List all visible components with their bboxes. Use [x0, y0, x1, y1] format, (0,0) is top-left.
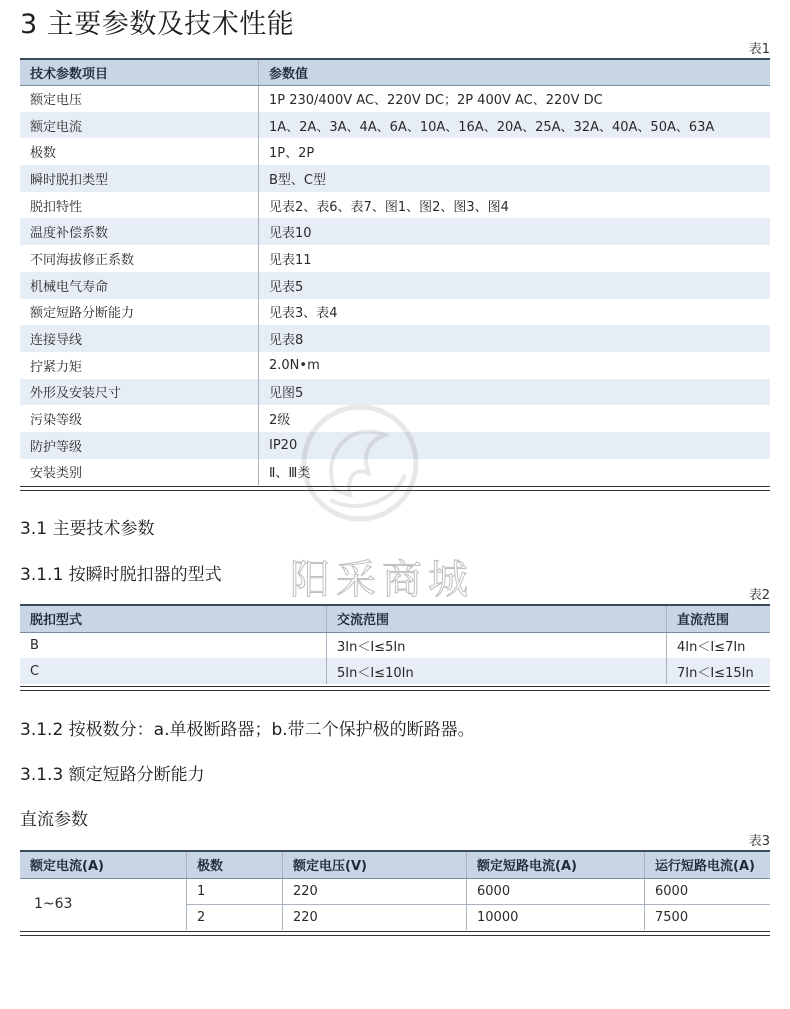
table1-number: 表1: [748, 42, 770, 57]
short-circuit-cell: 10000: [467, 904, 645, 930]
param-name-cell: 瞬时脱扣类型: [20, 165, 259, 192]
param-value-cell: 见表10: [259, 218, 771, 245]
param-name-cell: 额定短路分断能力: [30, 306, 135, 322]
rated-voltage-cell: 220: [283, 904, 467, 930]
param-name-cell: 污染等级: [30, 413, 83, 429]
trip-type-cell: C: [20, 658, 327, 684]
dc-range-cell: 7In＜I≤15In: [667, 658, 771, 684]
table3-number: 表3: [748, 834, 770, 849]
table1-row: [20, 299, 770, 326]
table1-row: [20, 192, 770, 219]
section-3-1-3-heading: 3.1.3 额定短路分断能力: [20, 765, 205, 785]
param-value-cell: 见表2、表6、表7、图1、图2、图3、图4: [259, 192, 771, 219]
ac-range-cell: 3In＜I≤5In: [327, 632, 667, 658]
rated-voltage-cell: 220: [283, 878, 467, 904]
page-title: 3 主要参数及技术性能: [20, 9, 295, 40]
poles-cell: 1: [187, 878, 283, 904]
param-value-cell: 1P 230/400V AC、220V DC；2P 400V AC、220V DC: [259, 85, 771, 112]
param-name-cell: 防护等级: [20, 432, 259, 459]
param-value-cell: IP20: [259, 432, 771, 459]
table1-row: [20, 245, 770, 272]
param-name-cell: 不同海拔修正系数: [30, 252, 135, 268]
param-value-cell: 见图5: [259, 379, 771, 406]
table1-row: [20, 272, 770, 299]
param-name-cell: 连接导线: [20, 325, 259, 352]
param-name-cell: 安装类别: [30, 466, 83, 482]
table1-row: [20, 165, 770, 192]
table2-row: [20, 632, 770, 658]
table1-row: [20, 218, 770, 245]
param-value-cell: 见表8: [259, 325, 771, 352]
table2-end-line: [20, 686, 770, 691]
table1-row: [20, 138, 770, 165]
table1-row: [20, 85, 770, 112]
ac-range-cell: 5In＜I≤10In: [327, 658, 667, 684]
table1-row: [20, 325, 770, 352]
trip-type-table: [20, 604, 770, 684]
table3-header-service-short-circuit: 运行短路电流(A): [645, 851, 771, 878]
table2-row: [20, 658, 770, 684]
table3-header-short-circuit: 额定短路电流(A): [467, 851, 645, 878]
short-circuit-cell: 6000: [467, 878, 645, 904]
table2-header-type: 脱扣型式: [20, 605, 327, 632]
param-value-cell: 2级: [259, 405, 771, 432]
param-value-cell: 2.0N•m: [259, 352, 771, 379]
param-value-cell: 1P、2P: [259, 138, 771, 165]
param-value-cell: Ⅱ、Ⅲ类: [259, 459, 771, 486]
section-3-1-2-heading: 3.1.2 按极数分：a.单极断路器；b.带二个保护极的断路器。: [20, 720, 475, 740]
param-name-cell: 拧紧力矩: [30, 359, 83, 375]
param-name-cell: 温度补偿系数: [20, 218, 259, 245]
poles-cell: 2: [187, 904, 283, 930]
table3-header-rated-voltage: 额定电压(V): [283, 851, 467, 878]
dc-range-cell: 4In＜I≤7In: [667, 632, 771, 658]
section-3-1-1-heading: 3.1.1 按瞬时脱扣器的型式: [20, 565, 222, 585]
param-value-cell: 见表3、表4: [259, 299, 771, 326]
table1-row: [20, 112, 770, 139]
table3-row: [20, 878, 770, 904]
watermark-logo-icon: [290, 395, 440, 535]
service-short-circuit-cell: 6000: [645, 878, 771, 904]
param-name-cell: 额定电压: [30, 93, 83, 109]
rated-current-cell: 1~63: [34, 896, 73, 913]
param-name-cell: 外形及安装尺寸: [20, 379, 259, 406]
table3-header-poles: 极数: [187, 851, 283, 878]
section-3-1-heading: 3.1 主要技术参数: [20, 519, 155, 539]
param-name-cell: 额定电流: [20, 112, 259, 139]
table2-number: 表2: [748, 588, 770, 603]
param-value-cell: 见表11: [259, 245, 771, 272]
param-name-cell: 机械电气寿命: [20, 272, 259, 299]
table1-header-item: 技术参数项目: [20, 59, 259, 85]
table1-row: [20, 352, 770, 379]
table2-header-dc: 直流范围: [667, 605, 771, 632]
watermark-text: 阳采商城: [290, 557, 474, 603]
dc-params-heading: 直流参数: [20, 810, 88, 830]
param-value-cell: 见表5: [259, 272, 771, 299]
breaking-capacity-table: [20, 850, 770, 930]
param-name-cell: 脱扣特性: [30, 199, 83, 215]
trip-type-cell: B: [30, 637, 39, 653]
param-value-cell: B型、C型: [259, 165, 771, 192]
table3-end-line: [20, 931, 770, 936]
param-name-cell: 极数: [30, 146, 57, 162]
table3-header-rated-current: 额定电流(A): [20, 851, 187, 878]
param-value-cell: 1A、2A、3A、4A、6A、10A、16A、20A、25A、32A、40A、50A、63A: [259, 112, 771, 139]
service-short-circuit-cell: 7500: [645, 904, 771, 930]
table1-header-value: 参数值: [259, 59, 771, 85]
table2-header-ac: 交流范围: [327, 605, 667, 632]
